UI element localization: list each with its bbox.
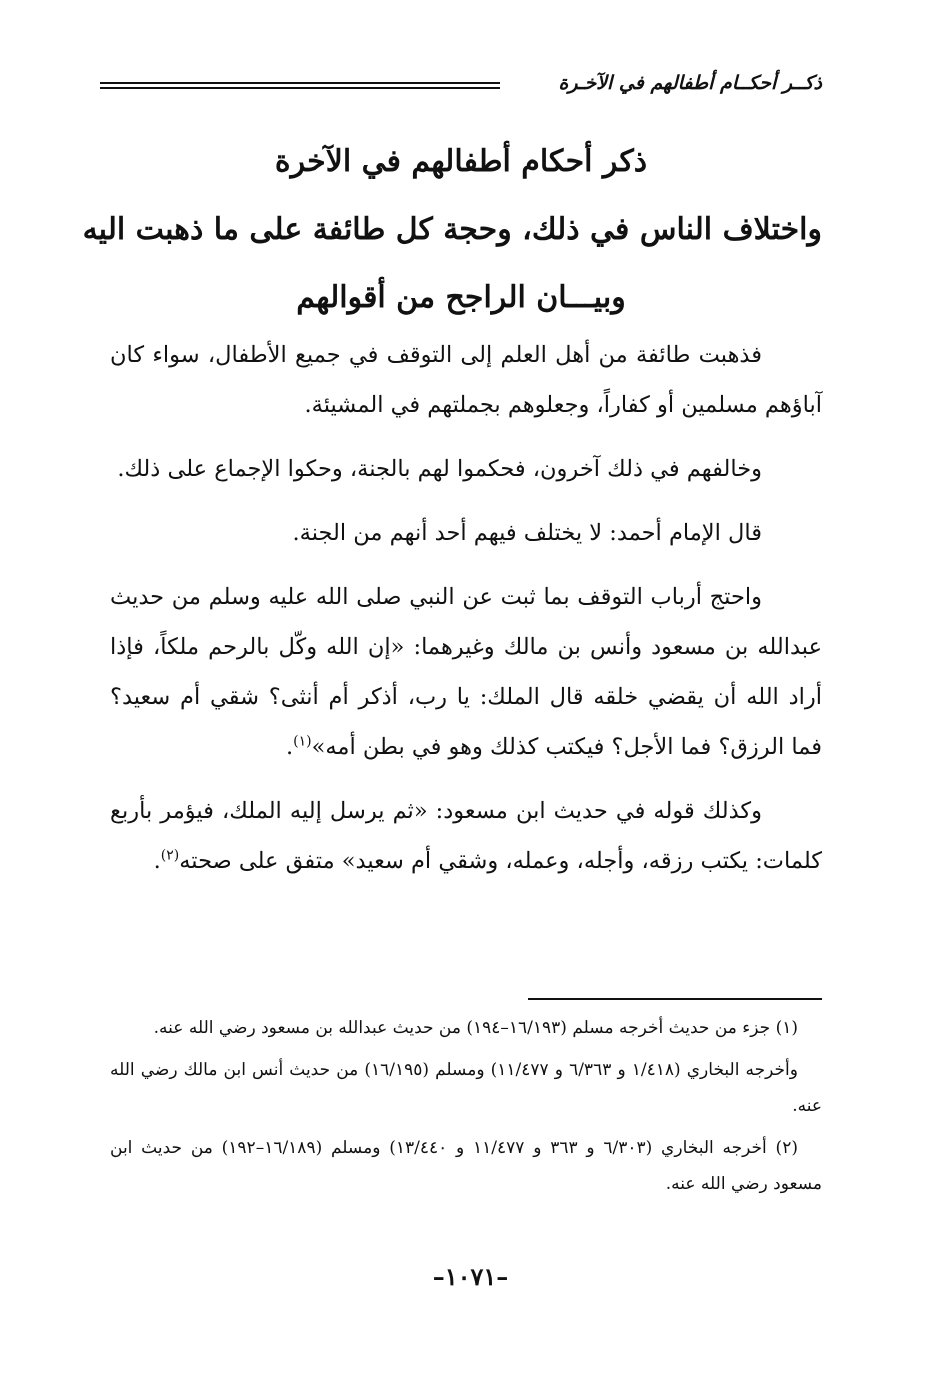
- footnote: وأخرجه البخاري (١/٤١٨ و ٦/٣٦٣ و ١١/٤٧٧) ومسلم (١٦/١٩٥) من حديث أنس ابن مالك رضي الله عنه.: [110, 1060, 822, 1116]
- footnote: (٢) أخرجه البخاري (٦/٣٠٣ و ٣٦٣ و ١١/٤٧٧ و ١٣/٤٤٠) ومسلم (١٦/١٨٩–١٩٢) من حديث ابن مسعود رضي الله عنه.: [110, 1138, 822, 1194]
- footnote: (١) جزء من حديث أخرجه مسلم (١٦/١٩٣–١٩٤) من حديث عبدالله بن مسعود رضي الله عنه.: [153, 1018, 798, 1038]
- title-line-3: وبيـــان الراجح من أقوالهم: [296, 280, 626, 315]
- paragraph: [110, 508, 822, 558]
- paragraph-text: قال الإمام أحمد: لا يختلف فيهم أحد أنهم من الجنة.: [292, 520, 762, 546]
- title-line-2: واختلاف الناس في ذلك، وحجة كل طائفة على ما ذهبت اليه: [82, 212, 822, 247]
- running-header: [100, 70, 822, 110]
- header-double-rule: [100, 82, 500, 89]
- paragraph-text: فذهبت طائفة من أهل العلم إلى التوقف في جميع الأطفال، سواء كان آباؤهم مسلمين أو كفاراً، وجعلوهم بجملتهم في المشيئة.: [110, 342, 822, 418]
- title-line-1: ذكر أحكام أطفالهم في الآخرة: [274, 144, 648, 179]
- paragraph-text: وكذلك قوله في حديث ابن مسعود: «ثم يرسل إليه الملك، فيؤمر بأربع كلمات: يكتب رزقه، وأجله، وعمله، وشقي أم سعيد» متفق على صحته: [110, 798, 822, 874]
- paragraph: واحتج أرباب التوقف بما ثبت عن النبي صلى الله عليه وسلم من حديث عبدالله بن مسعود وأنس بن مالك وغيرهما: «إن الله وكّل بالرحم ملكاً، فإذا أراد الله أن يقضي خلقه قال الملك: يا رب، أذكر أم أنثى؟ شقي أم سعيد؟ فما الرزق؟ فما الأجل؟ فيكتب كذلك وهو في بطن أمه»$^{(١)}$.: [110, 584, 822, 760]
- footnotes: [110, 1010, 822, 1208]
- body-text: [110, 330, 822, 900]
- paragraph: [110, 330, 822, 430]
- footnote-ref[interactable]: (١): [293, 733, 312, 750]
- chapter-title: [82, 128, 822, 332]
- running-header-title: ذكــر أحكــام أطفالهم في الآخـرة: [558, 72, 822, 94]
- footnote-separator: [528, 998, 822, 1000]
- paragraph-text: وخالفهم في ذلك آخرون، فحكموا لهم بالجنة، وحكوا الإجماع على ذلك.: [117, 456, 762, 482]
- paragraph: وكذلك قوله في حديث ابن مسعود: «ثم يرسل إليه الملك، فيؤمر بأربع كلمات: يكتب رزقه، وأجله، وعمله، وشقي أم سعيد» متفق على صحته$^{(٢)}$.: [110, 798, 822, 874]
- footnote-ref[interactable]: (٢): [160, 847, 180, 864]
- page-number: –١٠٧١–: [432, 1262, 509, 1291]
- paragraph: [110, 444, 822, 494]
- paragraph-text: واحتج أرباب التوقف بما ثبت عن النبي صلى الله عليه وسلم من حديث عبدالله بن مسعود وأنس بن مالك وغيرهما: «إن الله وكّل بالرحم ملكاً، فإذا أراد الله أن يقضي خلقه قال الملك: يا رب، أذكر أم أنثى؟ شقي أم سعيد؟ فما الرزق؟ فما الأجل؟ فيكتب كذلك وهو في بطن أمه»: [110, 584, 822, 760]
